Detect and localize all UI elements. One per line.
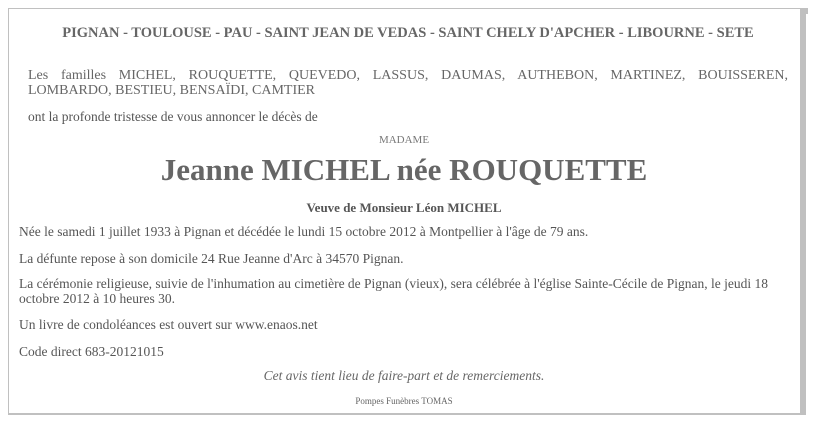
- condolences-paragraph: Un livre de condoléances est ouvert sur www.enaos.net: [19, 317, 318, 332]
- birth-death-paragraph: Née le samedi 1 juillet 1933 à Pignan et décédée le lundi 15 octobre 2012 à Montpellier à l'âge de 79 ans.: [19, 224, 589, 239]
- deceased-name: Jeanne MICHEL née ROUQUETTE: [160, 152, 648, 187]
- widow-of: Veuve de Monsieur Léon MICHEL: [306, 200, 502, 215]
- resting-place-paragraph: La défunte repose à son domicile 24 Rue Jeanne d'Arc à 34570 Pignan.: [19, 251, 404, 266]
- announcement-text: ont la profonde tristesse de vous annoncer le décès de: [28, 109, 318, 124]
- direct-code-paragraph: Code direct 683-20121015: [19, 344, 164, 359]
- funeral-home: Pompes Funèbres TOMAS: [355, 396, 453, 406]
- closing-note: Cet avis tient lieu de faire-part et de remerciements.: [263, 368, 545, 383]
- honorific: MADAME: [378, 134, 430, 146]
- ceremony-paragraph: La cérémonie religieuse, suivie de l'inhumation au cimetière de Pignan (vieux), sera célébrée à l'église Sainte-Cécile de Pignan, le jeudi 18 octobre 2012 à 10 heures 30.: [19, 276, 768, 306]
- families-list: Les familles MICHEL, ROUQUETTE, QUEVEDO, LASSUS, DAUMAS, AUTHEBON, MARTINEZ, BOUISSEREN, LOMBARDO, BESTIEU, BENSAÏDI, CAMTIER: [28, 68, 788, 98]
- places-header: PIGNAN - TOULOUSE - PAU - SAINT JEAN DE VEDAS - SAINT CHELY D'APCHER - LIBOURNE - SETE: [62, 25, 754, 41]
